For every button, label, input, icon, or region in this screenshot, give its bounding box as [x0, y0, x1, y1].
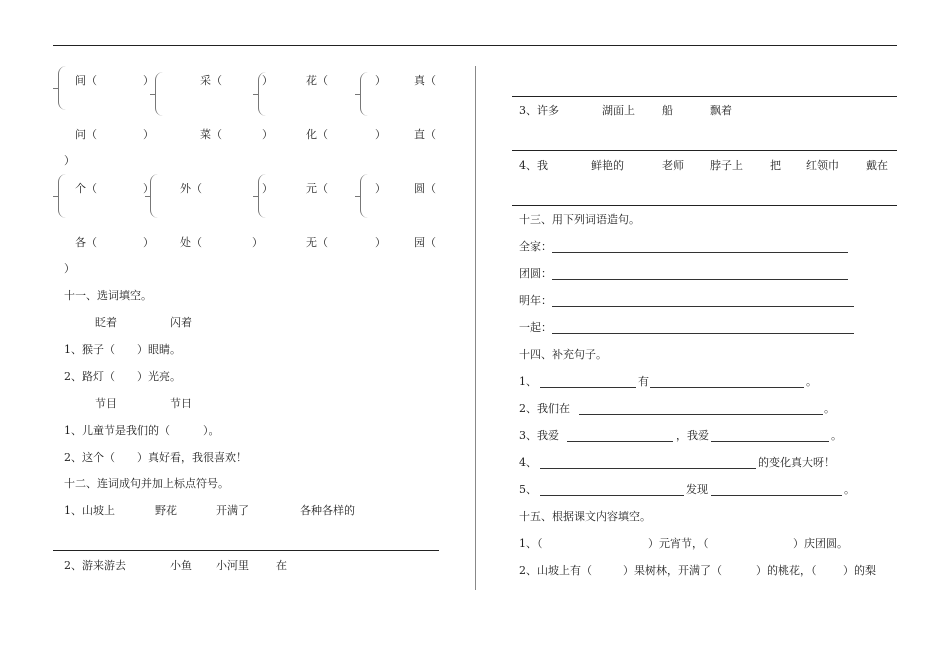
blank-line[interactable] — [711, 495, 842, 496]
word-option: 闪着 — [170, 316, 192, 329]
top-rule — [53, 45, 897, 46]
word: 把 — [770, 159, 781, 172]
char-cell: 花（ — [306, 74, 328, 87]
word: 小鱼 — [170, 559, 192, 572]
char-cell: 处（ — [180, 236, 202, 249]
word: 各种各样的 — [300, 504, 355, 517]
word: 红领巾 — [806, 159, 839, 172]
text: 。 — [831, 429, 842, 442]
char-cell: ） — [262, 182, 273, 195]
char-cell: ） — [262, 128, 273, 141]
char-cell: 真（ — [414, 74, 436, 87]
char-cell: ） — [143, 74, 154, 87]
blank-line[interactable] — [552, 279, 848, 280]
char-cell: ） — [375, 128, 386, 141]
brace — [360, 174, 371, 218]
answer-line — [512, 150, 897, 151]
blank-line[interactable] — [579, 414, 823, 415]
brace — [150, 174, 161, 218]
text: ）庆团圆。 — [793, 537, 848, 550]
char-cell: ） — [262, 74, 273, 87]
section-14-title: 十四、补充句子。 — [519, 348, 607, 361]
char-cell: 圆（ — [414, 182, 436, 195]
text: ）元宵节，（ — [648, 537, 709, 550]
text: ）的桃花，（ — [756, 564, 817, 577]
text: 发现 — [686, 483, 708, 496]
char-cell: 元（ — [306, 182, 328, 195]
char-cell: ） — [375, 182, 386, 195]
text: 5、 — [519, 483, 537, 496]
char-cell: ） — [375, 236, 386, 249]
term-label: 一起： — [519, 321, 552, 334]
char-cell: 园（ — [414, 236, 436, 249]
char-cell: ） — [143, 236, 154, 249]
text: ）的梨 — [843, 564, 876, 577]
word: 3、许多 — [519, 104, 559, 117]
word: 老师 — [662, 159, 684, 172]
word: 鲜艳的 — [591, 159, 624, 172]
char-cell: 直（ — [414, 128, 436, 141]
question: 1、猴子（ ）眼睛。 — [64, 343, 181, 356]
section-15-title: 十五、根据课文内容填空。 — [519, 510, 651, 523]
text: 1、 — [519, 375, 537, 388]
word: 4、我 — [519, 159, 548, 172]
term-label: 全家： — [519, 240, 552, 253]
text: 1、（ — [519, 537, 543, 550]
blank-line[interactable] — [650, 387, 804, 388]
question: 2、这个（ ）真好看，我很喜欢！ — [64, 451, 247, 464]
brace — [258, 174, 269, 218]
word: 1、山坡上 — [64, 504, 115, 517]
char-cell: 间（ — [75, 74, 97, 87]
word: 野花 — [155, 504, 177, 517]
word: 船 — [662, 104, 673, 117]
word: 戴在 — [866, 159, 888, 172]
char-cell: 化（ — [306, 128, 328, 141]
text: 的变化真大呀！ — [758, 456, 835, 469]
blank-line[interactable] — [540, 387, 636, 388]
word: 湖面上 — [602, 104, 635, 117]
brace — [58, 174, 69, 218]
text: 有 — [638, 375, 649, 388]
char-cell: 无（ — [306, 236, 328, 249]
text: 2、山坡上有（ — [519, 564, 592, 577]
brace — [360, 72, 371, 116]
text: 3、我爱 — [519, 429, 559, 442]
word: 小河里 — [216, 559, 249, 572]
char-cell: 各（ — [75, 236, 97, 249]
word: 脖子上 — [710, 159, 743, 172]
char-cell: ） — [143, 182, 154, 195]
word-option: 眨着 — [95, 316, 117, 329]
blank-line[interactable] — [567, 441, 673, 442]
word-option: 节日 — [170, 397, 192, 410]
char-cell: ） — [64, 154, 75, 167]
char-cell: ） — [375, 74, 386, 87]
answer-line — [512, 205, 897, 206]
section-12-title: 十二、连词成句并加上标点符号。 — [64, 477, 229, 490]
text: 。 — [806, 375, 817, 388]
word: 在 — [276, 559, 287, 572]
char-cell: 外（ — [180, 182, 202, 195]
blank-line[interactable] — [711, 441, 829, 442]
blank-line[interactable] — [540, 468, 756, 469]
char-cell: ） — [252, 236, 263, 249]
answer-line — [53, 550, 439, 551]
word: 2、游来游去 — [64, 559, 126, 572]
column-divider — [475, 66, 476, 590]
word-option: 节目 — [95, 397, 117, 410]
char-cell: ） — [64, 262, 75, 275]
question: 1、儿童节是我们的（ ）。 — [64, 424, 220, 437]
term-label: 明年： — [519, 294, 552, 307]
answer-line — [512, 96, 897, 97]
word: 开满了 — [216, 504, 249, 517]
word: 飘着 — [710, 104, 732, 117]
question: 2、路灯（ ）光亮。 — [64, 370, 181, 383]
text: 。 — [824, 402, 835, 415]
brace — [155, 72, 166, 116]
brace — [58, 66, 69, 110]
section-13-title: 十三、用下列词语造句。 — [519, 213, 640, 226]
text: ）果树林，开满了（ — [623, 564, 722, 577]
text: 4、 — [519, 456, 537, 469]
text: 。 — [844, 483, 855, 496]
blank-line[interactable] — [552, 252, 848, 253]
section-11-title: 十一、选词填空。 — [64, 289, 152, 302]
blank-line[interactable] — [552, 333, 854, 334]
blank-line[interactable] — [552, 306, 854, 307]
text: 2、我们在 — [519, 402, 570, 415]
blank-line[interactable] — [540, 495, 684, 496]
text: ，我爱 — [676, 429, 709, 442]
char-cell: 个（ — [75, 182, 97, 195]
term-label: 团圆： — [519, 267, 552, 280]
char-cell: 菜（ — [200, 128, 222, 141]
char-cell: 问（ — [75, 128, 97, 141]
char-cell: 采（ — [200, 74, 222, 87]
char-cell: ） — [143, 128, 154, 141]
